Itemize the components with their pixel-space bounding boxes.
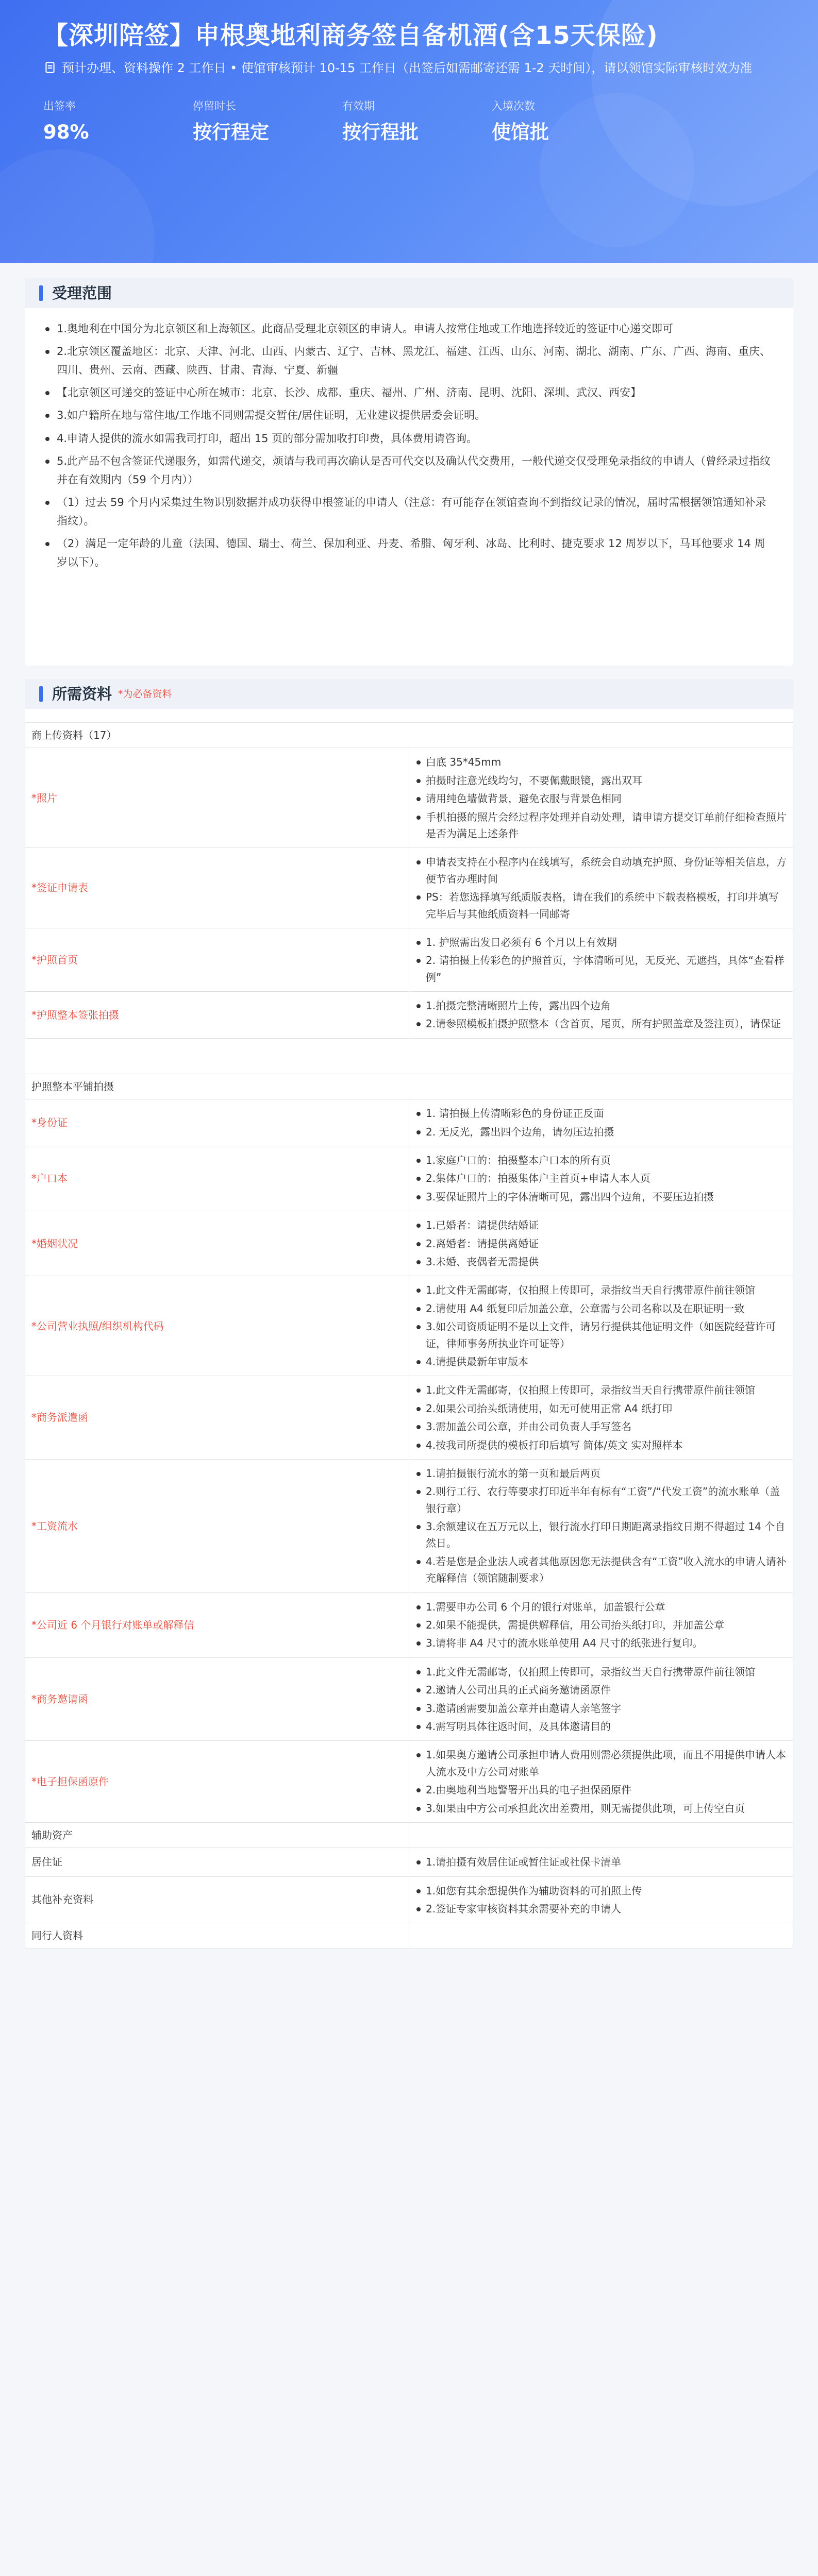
material-requirements (409, 1741, 793, 1823)
stat-entries (492, 98, 641, 148)
table-row (25, 1376, 793, 1460)
requirement-list (415, 1382, 787, 1453)
document-icon (43, 61, 57, 74)
requirement-item: 申请表支持在小程序内在线填写，系统会自动填充护照、身份证等相关信息，方便节省办理时间 (415, 854, 787, 887)
requirement-item: 4.请提供最新年审版本 (415, 1353, 787, 1370)
stat-approval-rate (43, 98, 193, 148)
material-label (25, 1459, 409, 1592)
requirement-list (415, 1217, 787, 1270)
stat-value: 按行程批 (342, 121, 419, 144)
requirement-list (415, 997, 787, 1032)
requirement-item: 1.如您有其余想提供作为辅助资料的可拍照上传 (415, 1883, 787, 1899)
stat-value: 98% (43, 121, 89, 144)
material-label-text: *户口本 (31, 1172, 68, 1185)
material-label-text: *婚姻状况 (31, 1237, 78, 1250)
stat-label: 入境次数 (492, 99, 535, 112)
material-requirements (409, 928, 793, 991)
requirement-item: 2.邀请人公司出具的正式商务邀请函原件 (415, 1682, 787, 1698)
table-row (25, 928, 793, 991)
requirement-item: 1.此文件无需邮寄，仅拍照上传即可，录指纹当天自行携带原件前往领馆 (415, 1664, 787, 1680)
material-label-text: *护照整本签张拍摄 (31, 1008, 119, 1021)
requirement-item: 2.签证专家审核资料其余需要补充的申请人 (415, 1901, 787, 1917)
stat-stay-duration (193, 98, 342, 148)
requirement-item: 2.请参照模板拍摄护照整本（含首页，尾页，所有护照盖章及签注页），请保证 (415, 1015, 787, 1032)
material-label (25, 1376, 409, 1460)
material-requirements (409, 848, 793, 928)
material-label (25, 848, 409, 928)
accent-bar (39, 285, 43, 301)
requirement-item: 2.则行工行、农行等要求打印近半年有标有“工资”/“代发工资”的流水账单（盖银行章） (415, 1483, 787, 1517)
requirement-list (415, 1282, 787, 1370)
requirement-item: 2.如果不能提供，需提供解释信，用公司抬头纸打印，并加盖公章 (415, 1617, 787, 1633)
materials-table-main (25, 1074, 793, 1949)
material-label-text: *商务邀请函 (31, 1692, 88, 1705)
requirement-list (415, 1664, 787, 1735)
materials-body (25, 709, 793, 1949)
stat-label: 有效期 (342, 99, 375, 112)
table-row (25, 748, 793, 848)
stat-value: 使馆批 (492, 121, 549, 144)
requirement-item: 4.按我司所提供的模板打印后填写 简体/英文 实对照样本 (415, 1437, 787, 1453)
material-requirements (409, 1459, 793, 1592)
material-label (25, 1657, 409, 1741)
table-row (25, 848, 793, 928)
requirement-item: 2.如果公司抬头纸请使用，如无可使用正常 A4 纸打印 (415, 1400, 787, 1417)
material-label (25, 1923, 409, 1948)
section-header (25, 679, 793, 709)
list-item: 5.此产品不包含签证代递服务，如需代递交，烦请与我司再次确认是否可代交以及确认代交费用，一般代递交仅受理免录指纹的申请人（曾经录过指纹并在有效期内（59 个月内）） (45, 452, 773, 489)
requirement-item: 3.如果由中方公司承担此次出差费用，则无需提供此项，可上传空白页 (415, 1800, 787, 1817)
requirement-item: 3.需加盖公司公章，并由公司负责人手写签名 (415, 1418, 787, 1435)
materials-table-upload (25, 722, 793, 1039)
requirement-list (415, 1599, 787, 1652)
material-label-text: *公司近 6 个月银行对账单或解释信 (31, 1619, 194, 1632)
material-label-text: *护照首页 (31, 953, 78, 966)
stat-validity (342, 98, 492, 148)
stat-value: 按行程定 (193, 121, 269, 144)
accent-bar (39, 686, 43, 702)
section-header (25, 278, 793, 308)
scope-list (25, 308, 793, 586)
spacer (25, 1039, 793, 1074)
notice-text: 预计办理、资料操作 2 工作日 • 使馆审核预计 10-15 工作日（出签后如需邮寄还需 1-2 天时间），请以领馆实际审核时效为准 (62, 61, 753, 76)
requirement-item: 2. 无反光，露出四个边角，请勿压边拍摄 (415, 1124, 787, 1140)
list-item: 4.申请人提供的流水如需我司打印，超出 15 页的部分需加收打印费，具体费用请咨询。 (45, 429, 773, 448)
requirement-item: 2.请使用 A4 纸复印后加盖公章，公章需与公司名称以及在职证明一致 (415, 1300, 787, 1317)
requirement-item: 2.由奥地利当地警署开出具的电子担保函原件 (415, 1782, 787, 1798)
table-row (25, 1099, 793, 1146)
material-requirements (409, 1376, 793, 1460)
table-row (25, 1923, 793, 1948)
stats-row (43, 98, 781, 148)
material-requirements (409, 1211, 793, 1276)
requirement-item: 4.若是您是企业法人或者其他原因您无法提供含有“工资”收入流水的申请人请补充解释信（领馆随制要求） (415, 1553, 787, 1587)
requirement-item: 2.离婚者：请提供离婚证 (415, 1235, 787, 1252)
list-item: 3.如户籍所在地与常住地/工作地不同则需提交暂住/居住证明，无业建议提供居委会证明。 (45, 406, 773, 425)
requirement-item: 3.请将非 A4 尺寸的流水账单使用 A4 尺寸的纸张进行复印。 (415, 1635, 787, 1651)
section-subtitle: *为必备资料 (118, 688, 172, 700)
materials-section (25, 679, 793, 1949)
material-requirements (409, 1848, 793, 1876)
requirement-list (415, 754, 787, 842)
material-label-text: 同行人资料 (31, 1929, 83, 1942)
list-item: （2）满足一定年龄的儿童（法国、德国、瑞士、荷兰、保加利亚、丹麦、希腊、匈牙利、冰岛、比利时、捷克要求 12 周岁以下，马耳他要求 14 周岁以下）。 (45, 534, 773, 571)
table-row (25, 1211, 793, 1276)
list-item: （1）过去 59 个月内采集过生物识别数据并成功获得申根签证的申请人（注意：有可能存在领馆查询不到指纹记录的情况，届时需根据领馆通知补录指纹）。 (45, 493, 773, 530)
stat-label: 停留时长 (193, 99, 236, 112)
material-requirements (409, 992, 793, 1039)
requirement-item: 3.如公司资质证明不是以上文件，请另行提供其他证明文件（如医院经营许可证，律师事务所执业许可证等） (415, 1318, 787, 1352)
requirement-item: 3.未婚、丧偶者无需提供 (415, 1253, 787, 1270)
page-title: 【深圳陪签】申根奥地利商务签自备机酒(含15天保险) (43, 21, 658, 50)
material-label-text: *电子担保函原件 (31, 1775, 109, 1788)
table-row (25, 1876, 793, 1923)
table-row (25, 1146, 793, 1211)
hero-banner (0, 0, 818, 263)
table-header-row (25, 1074, 793, 1099)
material-label (25, 1146, 409, 1211)
material-label (25, 1211, 409, 1276)
requirement-list (415, 1883, 787, 1918)
material-requirements (409, 748, 793, 848)
requirement-item: 1.家庭户口的：拍摄整本户口本的所有页 (415, 1152, 787, 1168)
material-label (25, 1592, 409, 1657)
requirement-list (415, 1465, 787, 1587)
requirement-item: 1.此文件无需邮寄，仅拍照上传即可，录指纹当天自行携带原件前往领馆 (415, 1282, 787, 1298)
stat-label: 出签率 (43, 99, 76, 112)
requirement-item: 1.请拍摄银行流水的第一页和最后两页 (415, 1465, 787, 1482)
material-label-text: *签证申请表 (31, 882, 88, 894)
material-label (25, 992, 409, 1039)
requirement-item: 手机拍摄的照片会经过程序处理并自动处理，请申请方提交订单前仔细检查照片是否为满足上述条件 (415, 809, 787, 842)
processing-notice (43, 59, 781, 78)
requirement-item: 1.拍摄完整清晰照片上传，露出四个边角 (415, 997, 787, 1014)
table-header-cell: 护照整本平铺拍摄 (25, 1074, 793, 1099)
material-label-text: 其他补充资料 (31, 1893, 93, 1906)
requirement-item: 3.要保证照片上的字体清晰可见，露出四个边角，不要压边拍摄 (415, 1189, 787, 1205)
requirement-list (415, 1747, 787, 1817)
material-label-text: *商务派遣函 (31, 1411, 88, 1424)
material-label-text: 居住证 (31, 1856, 62, 1869)
requirement-item: 拍摄时注意光线均匀，不要佩戴眼镜，露出双耳 (415, 772, 787, 789)
material-requirements (409, 1146, 793, 1211)
material-label (25, 1276, 409, 1376)
table-row (25, 1822, 793, 1848)
material-label (25, 748, 409, 848)
table-row (25, 1848, 793, 1876)
requirement-item: 4.需写明具体往返时间，及具体邀请目的 (415, 1718, 787, 1735)
material-requirements (409, 1657, 793, 1741)
requirement-item: 1.此文件无需邮寄，仅拍照上传即可，录指纹当天自行携带原件前往领馆 (415, 1382, 787, 1398)
material-label (25, 1848, 409, 1876)
requirement-item: 1.请拍摄有效居住证或暂住证或社保卡清单 (415, 1854, 787, 1870)
material-label-text: *照片 (31, 791, 57, 804)
material-label (25, 1822, 409, 1848)
material-label-text: *身份证 (31, 1116, 68, 1129)
section-title: 所需资料 (52, 685, 112, 703)
table-row (25, 1592, 793, 1657)
table-header-row (25, 723, 793, 748)
list-item: 1.奥地利在中国分为北京领区和上海领区。此商品受理北京领区的申请人。申请人按常住地或工作地选择较近的签证中心递交即可 (45, 319, 773, 338)
requirement-item: 白底 35*45mm (415, 754, 787, 770)
material-label-text: *工资流水 (31, 1519, 78, 1532)
section-title: 受理范围 (52, 284, 112, 302)
material-label (25, 928, 409, 991)
decor-circle (0, 149, 155, 263)
requirement-item: 3.余额建议在五万元以上，银行流水打印日期距离录指纹日期不得超过 14 个自然日。 (415, 1518, 787, 1552)
material-requirements (409, 1923, 793, 1948)
material-requirements (409, 1099, 793, 1146)
material-label (25, 1099, 409, 1146)
list-item: 2.北京领区覆盖地区：北京、天津、河北、山西、内蒙古、辽宁、吉林、黑龙江、福建、江西、山东、河南、湖北、湖南、广东、广西、海南、重庆、四川、贵州、云南、西藏、陕西、甘肃、青海、宁夏、新疆 (45, 342, 773, 379)
requirement-item: 3.邀请函需要加盖公章并由邀请人亲笔签字 (415, 1700, 787, 1717)
requirement-item: PS：若您选择填写纸质版表格，请在我们的系统中下载表格模板，打印并填写完毕后与其他纸质资料一同邮寄 (415, 889, 787, 922)
requirement-list (415, 1105, 787, 1140)
material-requirements (409, 1822, 793, 1848)
requirement-list (415, 854, 787, 922)
requirement-list (415, 1854, 787, 1870)
material-requirements (409, 1592, 793, 1657)
table-row (25, 992, 793, 1039)
requirement-item: 1.需要申办公司 6 个月的银行对账单，加盖银行公章 (415, 1599, 787, 1615)
requirement-list (415, 1152, 787, 1205)
requirement-item: 2. 请拍摄上传彩色的护照首页，字体清晰可见，无反光、无遮挡，具体“查看样例” (415, 952, 787, 986)
requirement-list (415, 934, 787, 986)
list-item: 【北京领区可递交的签证中心所在城市：北京、长沙、成都、重庆、福州、广州、济南、昆明、沈阳、深圳、武汉、西安】 (45, 383, 773, 402)
requirement-item: 2.集体户口的：拍摄集体户主首页+申请人本人页 (415, 1170, 787, 1187)
material-requirements (409, 1276, 793, 1376)
table-header-cell: 商上传资料（17） (25, 723, 793, 748)
material-label-text: 辅助资产 (31, 1828, 73, 1841)
table-row (25, 1459, 793, 1592)
table-row (25, 1276, 793, 1376)
requirement-item: 请用纯色墙做背景，避免衣服与背景色相同 (415, 790, 787, 807)
material-requirements (409, 1876, 793, 1923)
material-label-text: *公司营业执照/组织机构代码 (31, 1319, 164, 1332)
scope-section (25, 278, 793, 666)
material-label (25, 1876, 409, 1923)
requirement-item: 1.已婚者：请提供结婚证 (415, 1217, 787, 1233)
table-row (25, 1657, 793, 1741)
requirement-item: 1.如果奥方邀请公司承担申请人费用则需必须提供此项，而且不用提供申请人本人流水及中方公司对账单 (415, 1747, 787, 1780)
table-row (25, 1741, 793, 1823)
requirement-item: 1. 请拍摄上传清晰彩色的身份证正反面 (415, 1105, 787, 1122)
material-label (25, 1741, 409, 1823)
requirement-item: 1. 护照需出发日必须有 6 个月以上有效期 (415, 934, 787, 951)
